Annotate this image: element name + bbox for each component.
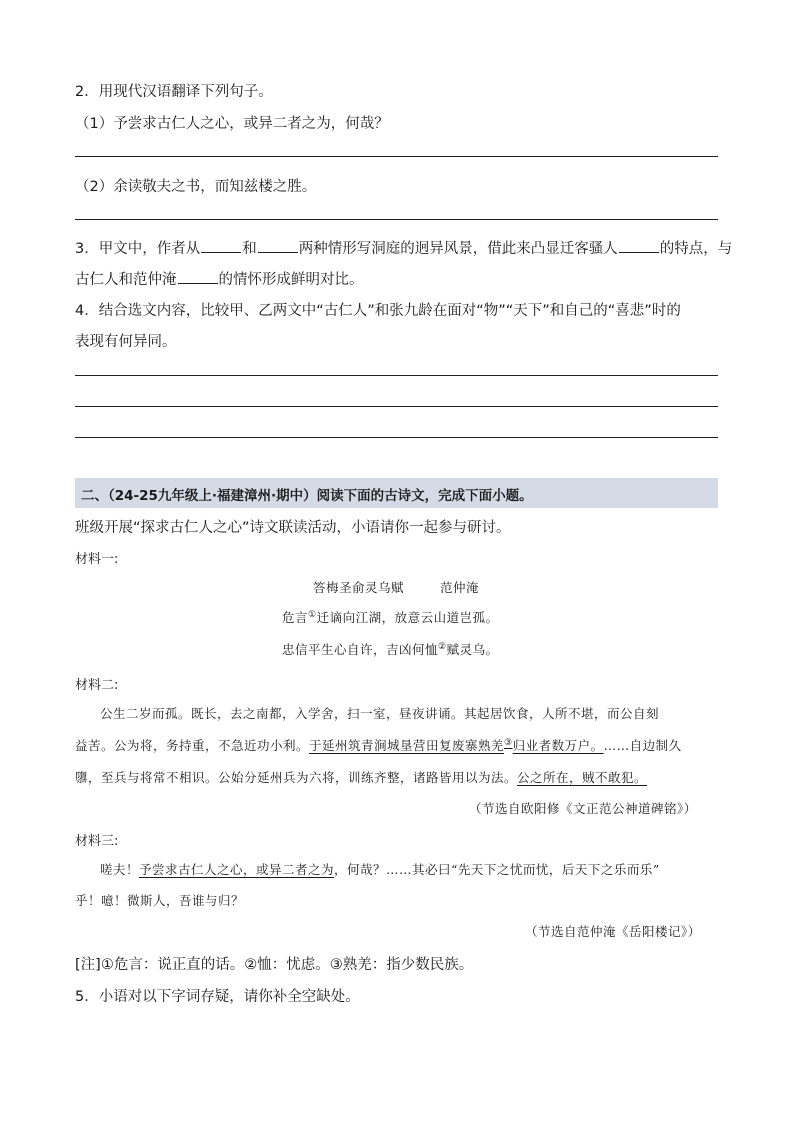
prose-text: 隳，至兵与将常不相识。公始分延州兵为六将，训练齐整，诸路皆用以为法。	[75, 770, 518, 785]
footnote-marker: ②	[438, 641, 447, 652]
material-2-line-1: 公生二岁而孤。既长，去之南都，入学舍，扫一室，昼夜讲诵。其起居饮食，人所不堪，而公自刻	[100, 706, 660, 721]
material-2-line-3	[75, 768, 647, 786]
fill-blank[interactable]	[619, 238, 659, 253]
question-3-text: 3．甲文中，作者从	[75, 241, 201, 257]
material-3-line-2: 乎！噫！微斯人，吾谁与归？	[75, 893, 245, 908]
material-2-label: 材料二:	[75, 678, 119, 693]
material-3-label: 材料三:	[75, 834, 119, 849]
question-5: 5．小语对以下字词存疑，请你补全空缺处。	[75, 989, 360, 1005]
question-4-line-2: 表现有何异同。	[75, 334, 177, 350]
poem-title: 答梅圣俞灵乌赋	[313, 580, 405, 595]
poem-text: 忠信平生心自许，吉凶何恤	[282, 642, 439, 657]
material-1-label: 材料一:	[75, 552, 119, 567]
answer-line	[75, 375, 718, 376]
footnote-marker: ①	[308, 609, 317, 620]
prose-text: ……自边制久	[603, 738, 682, 753]
poem-line-2	[282, 640, 499, 658]
answer-line	[75, 219, 718, 220]
question-3-text: 的特点，与	[659, 241, 733, 257]
prose-text: ，何哉？……其必曰“先天下之忧而忧，后天下之乐而乐”	[334, 862, 660, 877]
poem-text: 迁谪向江湖，放意云山道岂孤。	[316, 610, 499, 625]
prose-text: 嗟夫！	[100, 862, 140, 877]
underlined-sentence: 予尝求古仁人之心，或异二者之为	[139, 862, 335, 877]
question-2-sentence-1: （1）予尝求古仁人之心，或异二者之为，何哉？	[75, 116, 389, 132]
material-2-source: （节选自欧阳修《文正范公神道碑铭》）	[469, 801, 697, 816]
poem-author: 范仲淹	[440, 580, 480, 595]
fill-blank[interactable]	[178, 269, 218, 284]
question-2-title: 2．用现代汉语翻译下列句子。	[75, 84, 273, 100]
footnotes: [注]①危言：说正直的话。②恤：忧虑。③熟羌：指少数民族。	[75, 957, 474, 973]
answer-line	[75, 156, 718, 157]
question-2-sentence-2: （2）余读敬夫之书，而知兹楼之胜。	[75, 179, 317, 195]
poem-text: 危言	[282, 610, 309, 625]
section-banner-title: 二、（24-25九年级上·福建漳州·期中）阅读下面的古诗文，完成下面小题。	[81, 488, 533, 504]
fill-blank[interactable]	[201, 238, 241, 253]
underlined-sentence: 归业者数万户。	[512, 738, 604, 753]
answer-line	[75, 406, 718, 407]
question-3-text: 的情怀形成鲜明对比。	[218, 272, 364, 288]
answer-line	[75, 437, 718, 438]
footnote-marker: ③	[504, 737, 513, 748]
poem-text: 赋灵乌。	[446, 642, 499, 657]
underlined-sentence: 公之所在，贼不敢犯。	[517, 770, 648, 785]
material-3-line-1	[100, 860, 660, 878]
question-3-line-2	[75, 268, 364, 289]
question-4-line-1: 4．结合选文内容，比较甲、乙两文中“古仁人”和张九龄在面对“物”“天下”和自己的“喜悲”时的	[75, 303, 681, 319]
prose-text: 益苦。公为将，务持重，不急近功小利。	[75, 738, 310, 753]
question-3-line-1	[75, 237, 732, 258]
fill-blank[interactable]	[258, 238, 298, 253]
underlined-sentence: 于延州筑青涧城垦营田复废寨熟羌	[309, 738, 505, 753]
poem-line-1	[282, 608, 499, 626]
material-3-source: （节选自范仲淹《岳阳楼记》）	[525, 924, 701, 939]
activity-intro: 班级开展“探求古仁人之心”诗文联读活动，小语请你一起参与研讨。	[75, 520, 511, 536]
question-3-text: 古仁人和范仲淹	[75, 272, 177, 288]
question-3-text: 两种情形写洞庭的迥异风景，借此来凸显迁客骚人	[298, 241, 618, 257]
question-3-text: 和	[242, 241, 257, 257]
material-2-line-2	[75, 736, 682, 754]
